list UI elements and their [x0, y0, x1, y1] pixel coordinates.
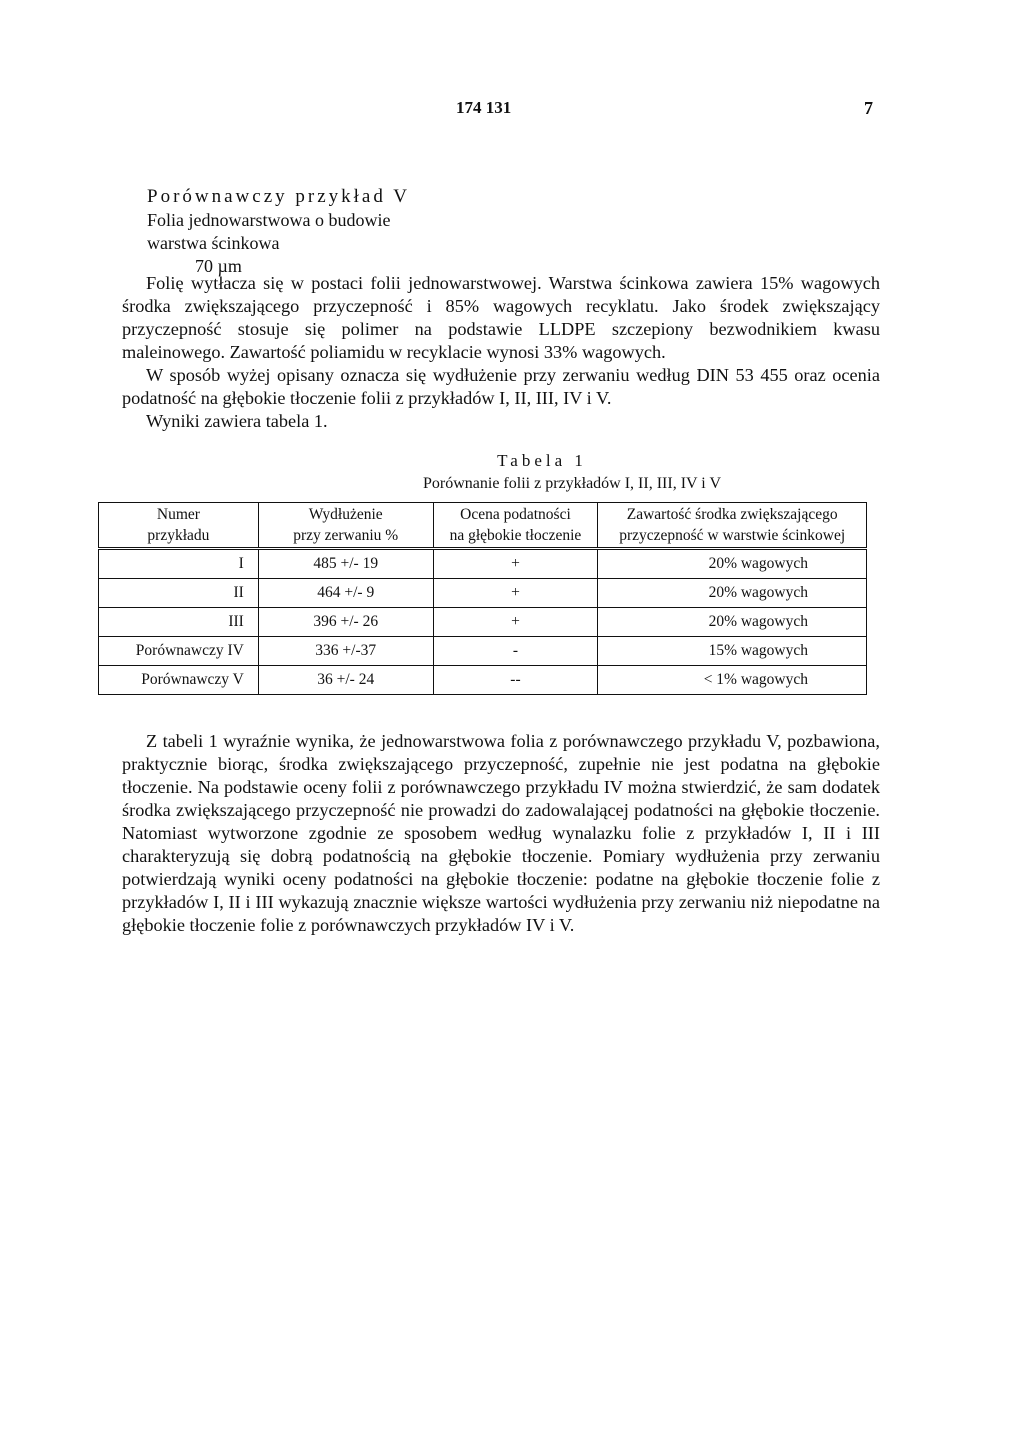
header-ocena-line2: na głębokie tłoczenie — [449, 527, 582, 544]
header-zawartosc — [598, 503, 867, 549]
table-row — [99, 579, 867, 608]
cell-ocena: + — [433, 579, 598, 608]
table-row — [99, 666, 867, 695]
header-numer-line1: Numer — [156, 506, 200, 523]
cell-elongation: 485 +/- 19 — [258, 549, 433, 579]
cell-ocena: -- — [433, 666, 598, 695]
patent-number: 174 131 — [456, 98, 512, 117]
header-zaw-line2: przyczepność w warstwie ścinkowej — [619, 527, 846, 544]
header-elong-line2: przy zerwaniu % — [293, 527, 399, 544]
paragraph-results-ref: Wyniki zawiera tabela 1. — [146, 411, 328, 431]
header-ocena-line1: Ocena podatności — [460, 506, 571, 523]
table-row — [99, 608, 867, 637]
conclusion — [122, 730, 880, 937]
cell-elongation: 336 +/-37 — [258, 637, 433, 666]
header-numer — [99, 503, 259, 549]
table-row — [99, 549, 867, 579]
cell-numer: I — [99, 549, 259, 579]
cell-elongation: 464 +/- 9 — [258, 579, 433, 608]
page-number: 7 — [864, 98, 873, 118]
cell-zawartosc: < 1% wagowych — [598, 666, 867, 695]
cell-ocena: + — [433, 549, 598, 579]
cell-zawartosc: 20% wagowych — [598, 579, 867, 608]
cell-numer: Porównawczy IV — [99, 637, 259, 666]
cell-elongation: 36 +/- 24 — [258, 666, 433, 695]
header-zaw-line1: Zawartość środka zwiększającego — [626, 506, 838, 523]
cell-numer: Porównawczy V — [99, 666, 259, 695]
paragraph-conclusion: Z tabeli 1 wyraźnie wynika, że jednowarstwowa folia z porównawczego przykładu V, pozbawiona, praktycznie biorąc, środka zwiększającego przyczepność, zupełnie nie jest podatna na głębokie tłoczenie. Na podstawie oceny folii z porównawczego przykładu IV można stwierdzić, że sam dodatek środka zwiększającego przyczepność nie prowadzi do zadowalającej podatności na głębokie tłoczenie. Natomiast wytworzone zgodnie ze sposobem według wynalazku folie z przykładów I, II i III charakteryzują się dobrą podatnością na głębokie tłoczenie. Pomiary wydłużenia przy zerwaniu potwierdzają wyniki oceny podatności na głębokie tłoczenie: podatne na głębokie tłoczenie folie z przykładów I, II i III wykazują znacznie większe wartości wydłużenia przy zerwaniu niż niepodatne na głębokie tłoczenie folie z porównawczych przykładów IV i V. — [122, 731, 880, 935]
paragraph-method: W sposób wyżej opisany oznacza się wydłużenie przy zerwaniu według DIN 53 455 oraz ocenia podatność na głębokie tłoczenie folii z przykładów I, II, III, IV i V. — [122, 365, 880, 408]
cell-numer: II — [99, 579, 259, 608]
header-elongation — [258, 503, 433, 549]
structure-line-1: Folia jednowarstwowa o budowie — [147, 210, 391, 230]
results-table — [98, 502, 867, 695]
cell-ocena: + — [433, 608, 598, 637]
header-ocena — [433, 503, 598, 549]
layer-thickness: 70 µm — [195, 256, 242, 276]
structure-line-2: warstwa ścinkowa — [147, 233, 280, 253]
cell-ocena: - — [433, 637, 598, 666]
table-header-row — [99, 503, 867, 549]
example-title: Porównawczy przykład V — [147, 186, 410, 207]
header-elong-line1: Wydłużenie — [308, 506, 383, 523]
table-row — [99, 637, 867, 666]
paragraph-extrusion: Folię wytłacza się w postaci folii jednowarstwowej. Warstwa ścinkowa zawiera 15% wagowych środka zwiększającego przyczepność i 85% wagowych recyklatu. Jako środek zwiększający przyczepność stosuje się polimer na podstawie LLDPE szczepiony bezwodnikiem kwasu maleinowego. Zawartość poliamidu w recyklacie wynosi 33% wagowych. — [122, 273, 880, 362]
cell-elongation: 396 +/- 26 — [258, 608, 433, 637]
cell-numer: III — [99, 608, 259, 637]
cell-zawartosc: 20% wagowych — [598, 608, 867, 637]
table-caption: Tabela 1 — [497, 451, 587, 470]
example-description — [122, 272, 880, 433]
cell-zawartosc: 15% wagowych — [598, 637, 867, 666]
header-numer-line2: przykładu — [147, 527, 210, 544]
table-subcaption: Porównanie folii z przykładów I, II, III, IV i V — [423, 475, 721, 492]
cell-zawartosc: 20% wagowych — [598, 549, 867, 579]
